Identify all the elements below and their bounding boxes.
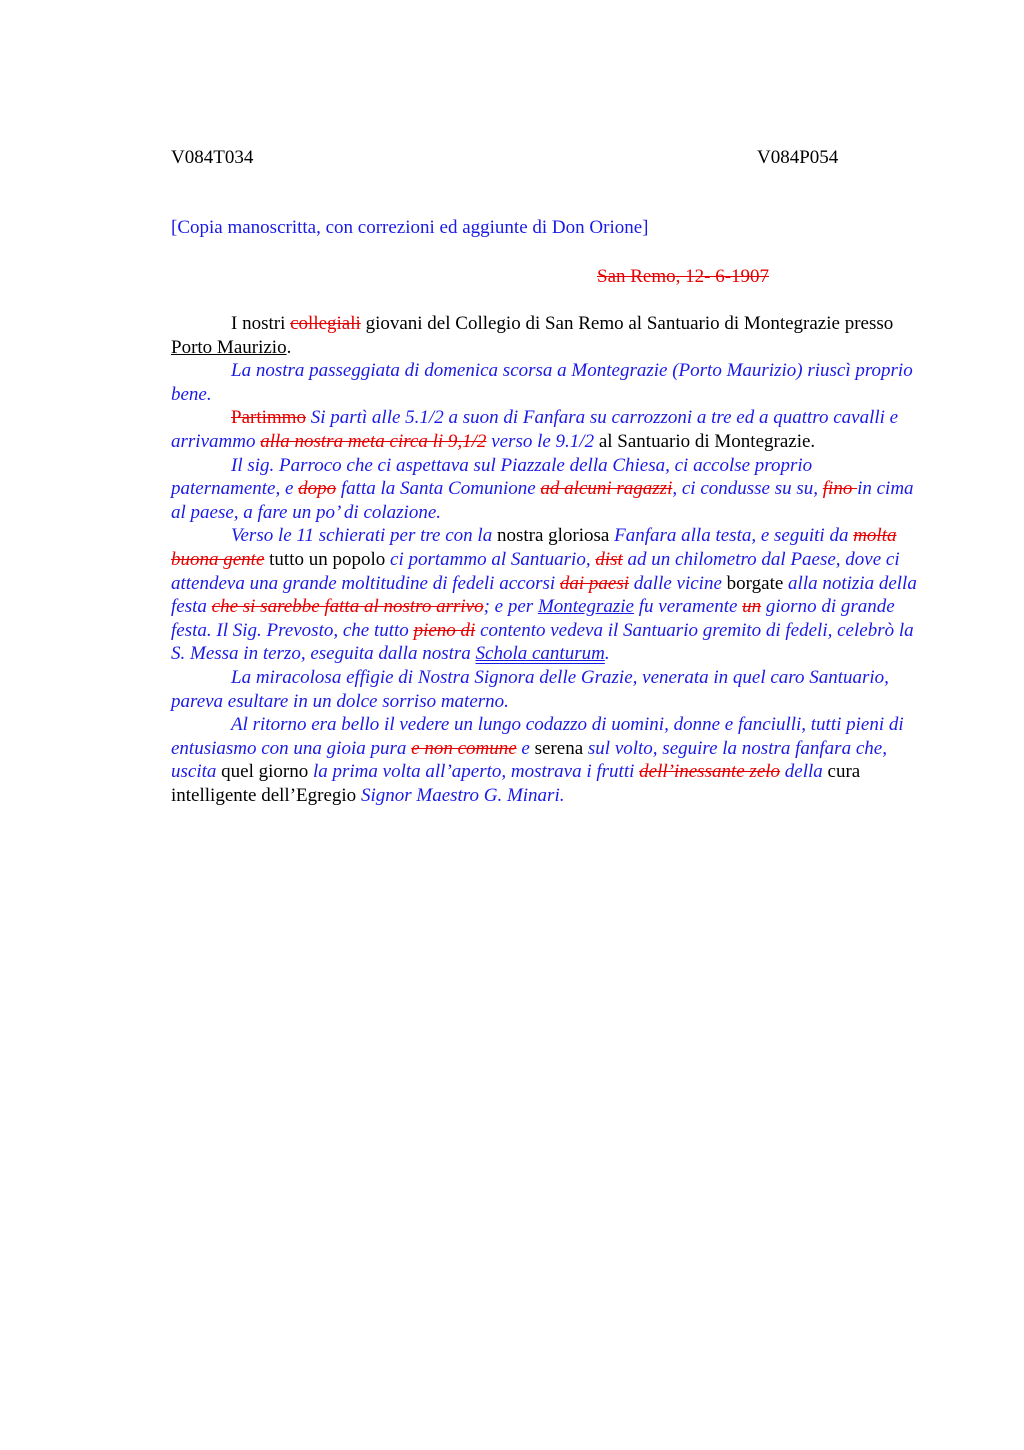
deleted-text: alla nostra meta circa li 9,1/2 <box>260 430 487 452</box>
deleted-text: e non comune <box>411 737 517 759</box>
added-text: in cima al paese, a fare un po’ di colazione. <box>171 478 914 523</box>
deleted-text: pieno di <box>413 619 476 641</box>
added-text: della <box>780 761 828 783</box>
deleted-text: dai paesi <box>559 572 630 594</box>
paragraph-6 <box>171 666 923 713</box>
deleted-text: Partimmo <box>231 407 306 429</box>
added-text: ci portammo al Santuario, <box>390 548 596 570</box>
paragraph-1 <box>171 312 923 359</box>
deleted-text: un <box>742 596 762 618</box>
added-text: . <box>604 643 610 665</box>
added-text: dalle vicine <box>629 572 727 594</box>
document-body <box>171 312 923 807</box>
added-text: alla notizia della festa <box>171 572 917 618</box>
deleted-text: che si sarebbe fatta al nostro arrivo <box>211 596 484 618</box>
editorial-note: [Copia manoscritta, con correzioni ed aggiunte di Don Orione] <box>171 217 649 238</box>
text-span: cura intelligente dell’Egregio <box>171 761 861 806</box>
added-text: e <box>516 737 535 759</box>
text-span: I nostri <box>231 313 291 334</box>
text-span: nostra gloriosa <box>496 525 615 547</box>
deleted-text: ad alcuni ragazzi <box>540 478 673 500</box>
underlined-text: Porto Maurizio <box>171 336 287 358</box>
added-text: Fanfara alla testa, e seguiti da <box>614 525 854 547</box>
deleted-text: dell’inessante zelo <box>639 761 781 783</box>
double-underlined-text: Schola canturum <box>475 643 605 665</box>
added-text: fatta la Santa Comunione <box>336 478 541 500</box>
text-span: borgate <box>726 572 789 594</box>
added-text: la prima volta all’aperto, mostrava i frutti <box>312 761 640 783</box>
paragraph-4 <box>171 454 923 525</box>
deleted-text: collegiali <box>290 313 361 334</box>
paragraph-7 <box>171 713 923 807</box>
added-text: La miracolosa effigie di Nostra Signora delle Grazie, venerata in quel caro Santuario, pareva esultare in un dolce sorriso materno. <box>171 666 889 712</box>
text-span: . <box>286 336 292 358</box>
added-text: sul volto, seguire la nostra fanfara che, uscita <box>171 737 887 783</box>
added-text: fu veramente <box>634 596 743 618</box>
added-text: ; e per <box>483 596 538 618</box>
paragraph-5 <box>171 524 923 666</box>
added-text: , ci condusse su su, <box>672 478 823 500</box>
text-span: quel giorno <box>221 761 313 783</box>
text-span: al Santuario di Montegrazie. <box>594 430 816 452</box>
paragraph-2 <box>171 359 923 406</box>
text-span: giovani del Collegio di San Remo al Santuario di Montegrazie presso <box>360 313 894 334</box>
added-text: Il sig. Parroco che ci aspettava sul Piazzale della Chiesa, ci accolse proprio paternamente, e <box>171 454 813 500</box>
deleted-text: fino <box>822 478 858 500</box>
added-text: Si partì alle 5.1/2 a suon di Fanfara su carrozzoni a tre ed a quattro cavalli e arrivammo <box>171 407 899 452</box>
text-span: serena <box>534 737 588 759</box>
underlined-text: Montegrazie <box>537 596 634 618</box>
added-text: Verso le 11 schierati per tre con la <box>231 525 497 547</box>
date-line: San Remo, 12- 6-1907 <box>597 266 770 287</box>
added-text: contento vedeva il Santuario gremito di fedeli, celebrò la S. Messa in terzo, eseguita dalla nostra <box>171 619 914 665</box>
added-text: Signor Maestro G. Minari. <box>360 784 565 806</box>
paragraph-3 <box>171 406 923 453</box>
document-code-right: V084P054 <box>757 147 839 168</box>
deleted-text: dopo <box>298 478 337 500</box>
added-text: La nostra passeggiata di domenica scorsa a Montegrazie (Porto Maurizio) riuscì proprio bene. <box>171 360 913 405</box>
added-text: Al ritorno era bello il vedere un lungo codazzo di uomini, donne e fanciulli, tutti pieni di entusiasmo con una gioia pura <box>171 714 904 759</box>
deleted-text: dist <box>595 548 623 570</box>
added-text: giorno di grande festa. Il Sig. Prevosto, che tutto <box>171 596 895 641</box>
added-text: ad un chilometro dal Paese, dove ci attendeva una grande moltitudine di fedeli accorsi <box>171 548 900 594</box>
deleted-text: molta buona gente <box>171 525 897 570</box>
text-span: tutto un popolo <box>264 548 391 570</box>
added-text: verso le 9.1/2 <box>486 430 595 452</box>
document-code-left: V084T034 <box>171 147 254 168</box>
